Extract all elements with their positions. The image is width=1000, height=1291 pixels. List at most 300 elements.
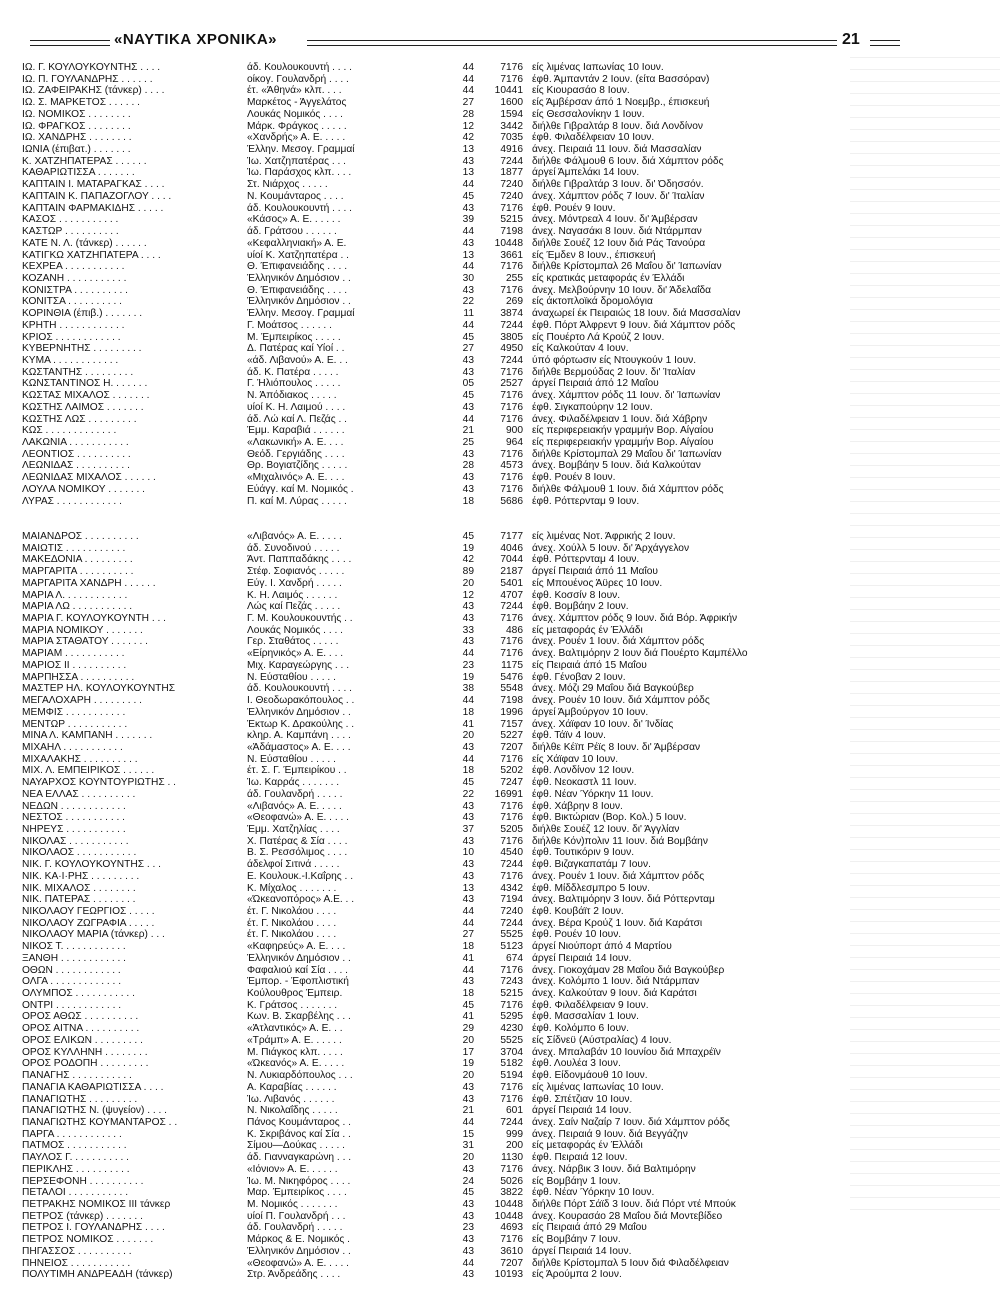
ship-owner: «Άδάμαστος» Α. Ε. . . . xyxy=(247,741,351,753)
ship-row xyxy=(22,1082,722,1094)
ship-owner: έτ. «Άθηνά» κλπ. . . . xyxy=(247,85,342,97)
ship-year: 45 xyxy=(462,999,474,1011)
ship-owner: άδ. Γιανναγκαρώνη . . . xyxy=(247,1152,352,1164)
ship-row xyxy=(22,1070,722,1082)
ship-row xyxy=(22,250,722,262)
ship-tonnage: 7176 xyxy=(500,800,523,812)
ship-owner: «Λιβανός» Α. Ε. . . . . xyxy=(247,531,342,542)
ship-year: 10 xyxy=(462,847,474,859)
ship-year: 22 xyxy=(462,296,474,308)
ship-row xyxy=(22,554,722,566)
ship-name: ΝΙΚ. ΜΙΧΑΛΟΣ . . . . . . . . xyxy=(22,882,136,894)
ship-owner: «Θεοφανώ» Α. Ε. . . . . xyxy=(247,812,349,824)
ship-year: 13 xyxy=(462,249,474,261)
ship-position: άνεχ. Βέρα Κρούζ 1 Ιουν. διά Καράτσι xyxy=(532,917,703,929)
ship-row xyxy=(22,1011,722,1023)
ship-row xyxy=(22,74,722,86)
ship-name: ΠΑΝΑΓΙΩΤΗΣ . . . . . . . . . xyxy=(22,1093,138,1105)
ship-year: 42 xyxy=(462,132,474,144)
ship-row xyxy=(22,238,722,250)
ship-tonnage: 255 xyxy=(506,272,523,284)
ship-list-section-m-p xyxy=(22,531,748,1281)
ship-position: άνεχ. Βαλτιμόρην 3 Ιουν. διά Ρόττερνταμ xyxy=(532,894,715,906)
ship-year: 44 xyxy=(462,964,474,976)
ship-year: 43 xyxy=(462,1245,474,1257)
ship-row xyxy=(22,590,722,602)
ship-tonnage: 7176 xyxy=(500,261,523,273)
ship-year: 44 xyxy=(462,319,474,331)
ship-position: έφθ. Σιγκαπούρην 12 Ιουν. xyxy=(532,401,653,413)
ship-year: 20 xyxy=(462,730,474,742)
ship-owner: Έλλην. Μεσογ. Γραμμαί xyxy=(247,144,355,156)
ship-year: 27 xyxy=(462,97,474,109)
ship-row xyxy=(22,343,722,355)
ship-year: 44 xyxy=(462,906,474,917)
ship-position: άργεί Νιούπορτ άπό 4 Μαρτίου xyxy=(532,941,672,953)
ship-owner: Ν. Κουμάνταρος . . . . xyxy=(247,190,344,202)
ship-tonnage: 5215 xyxy=(500,988,523,1000)
ship-row xyxy=(22,1176,722,1188)
ship-row xyxy=(22,496,722,508)
ship-position: είς Πουέρτο Λά Κρούζ 2 Ιουν. xyxy=(532,331,665,343)
ship-year: 18 xyxy=(462,765,474,777)
ship-row xyxy=(22,613,738,625)
ship-owner: έτ. Γ. Νικολάου . . . . xyxy=(247,906,337,917)
ship-owner: Γ. Μοάτσος . . . . . . xyxy=(247,319,332,331)
ship-owner: Έμπορ. - Έφοπλιστική xyxy=(247,976,349,988)
ship-year: 43 xyxy=(462,812,474,824)
ship-tonnage: 7176 xyxy=(500,401,523,413)
ship-tonnage: 900 xyxy=(506,425,523,437)
ship-name: ΜΕΜΦΙΣ . . . . . . . . . . . xyxy=(22,706,126,718)
ship-row xyxy=(22,319,736,332)
ship-owner: άδ. Κουλουκουντή . . . . xyxy=(247,202,352,214)
ship-position: είς Άμβέρσαν άπό 1 Νοεμβρ., έπισκευή xyxy=(532,97,710,109)
ship-name: ΠΕΤΡΟΣ ΝΟΜΙΚΟΣ . . . . . . . xyxy=(22,1234,154,1246)
ship-year: 43 xyxy=(462,202,474,214)
ship-row xyxy=(22,484,722,496)
ship-name: ΚΑΠΤΑΙΝ Κ. ΠΑΠΑΖΟΓΛΟΥ . . . . xyxy=(22,190,172,202)
ship-row xyxy=(22,367,722,379)
ship-position: είς Σίδνεϋ (Αύστραλίας) 4 Ιουν. xyxy=(532,1034,672,1046)
ship-owner: Στ. Νιάρχος . . . . . xyxy=(247,179,328,191)
ship-position: είς Θεσσαλονίκην 1 Ιουν. xyxy=(532,108,645,120)
ship-row xyxy=(22,1035,722,1047)
ship-owner: άδ. Γουλανδρή . . . . . xyxy=(247,788,343,800)
ship-row xyxy=(22,648,748,660)
ship-name: ΚΡΗΤΗ . . . . . . . . . . . . xyxy=(22,319,125,331)
ship-position: άνεχ. Μόντρεαλ 4 Ιουν. δι' Άμβέρσαν xyxy=(532,214,698,226)
ship-name: ΜΕΝΤΩΡ . . . . . . . . . . . xyxy=(22,718,128,730)
ship-name: ΜΑΡΠΗΣΣΑ . . . . . . . . . . xyxy=(22,671,135,683)
ship-owner: οίκογ. Γουλανδρή . . . . xyxy=(247,73,349,85)
ship-year: 44 xyxy=(462,73,474,85)
ship-tonnage: 269 xyxy=(506,296,523,308)
ship-owner: «Άτλαντικός» Α. Ε. . . xyxy=(247,1023,343,1035)
ship-year: 24 xyxy=(462,1175,474,1187)
ship-tonnage: 5548 xyxy=(500,683,523,695)
ship-name: ΜΑΣΤΕΡ ΗΛ. ΚΟΥΛΟΥΚΟΥΝΤΗΣ xyxy=(22,683,176,695)
ship-position: έφθ. Ρουέν 8 Ιουν. xyxy=(532,472,616,484)
ship-owner: Δ. Πατέρας καί Υίοί . . xyxy=(247,343,345,355)
ship-year: 27 xyxy=(462,929,474,941)
ship-year: 43 xyxy=(462,894,474,906)
ship-row xyxy=(22,531,722,543)
ship-name: ΜΑΚΕΔΟΝΙΑ . . . . . . . . . xyxy=(22,554,133,566)
ship-row xyxy=(22,801,722,813)
ship-row xyxy=(22,332,722,344)
ship-owner: Ίω. Λιβανός . . . . . . xyxy=(247,1093,335,1105)
ship-year: 28 xyxy=(462,460,474,472)
ship-name: ΟΡΟΣ ΑΘΩΣ . . . . . . . . . . xyxy=(22,1011,139,1023)
ship-owner: Σίμου—Δούκας . . . . . xyxy=(247,1140,345,1152)
ship-tonnage: 7207 xyxy=(500,741,523,753)
ship-position: διήλθε Φάλμουθ 6 Ιουν. διά Χάμπτον ρόδς xyxy=(532,155,724,167)
ship-year: 43 xyxy=(462,800,474,812)
ship-name: ΙΩ. Σ. ΜΑΡΚΕΤΟΣ . . . . . . xyxy=(22,97,140,109)
ship-owner: Μαρκέτος - Άγγελάτος xyxy=(247,97,347,109)
ship-row xyxy=(22,62,722,74)
ship-row xyxy=(22,296,722,308)
ship-position: άνεχ. Ρουέν 10 Ιουν. διά Χάμπτον ρόδς xyxy=(532,695,710,707)
ship-owner: άδ. Κουλουκουντή . . . . xyxy=(247,62,352,73)
ship-name: ΙΩ. Π. ΓΟΥΛΑΝΔΡΗΣ . . . . . . xyxy=(22,73,153,85)
ship-name: ΜΑΡΙΑΜ . . . . . . . . . . . xyxy=(22,648,125,660)
ship-position: διήλθε Φάλμουθ 1 Ιουν. διά Χάμπτον ρόδς xyxy=(532,483,724,495)
ship-owner: Έλληνικόν Δημόσιον . . xyxy=(247,272,351,284)
ship-row xyxy=(22,566,722,578)
ship-name: ΜΑΡΙΑ ΣΤΑΘΑΤΟΥ . . . . . . . xyxy=(22,636,148,648)
ship-year: 43 xyxy=(462,472,474,484)
ship-year: 43 xyxy=(462,1210,474,1222)
ship-position: έφθ. Τουτικόριν 9 Ιουν. xyxy=(532,847,635,859)
ship-tonnage: 7177 xyxy=(500,531,523,542)
ship-tonnage: 7176 xyxy=(500,753,523,765)
ship-year: 21 xyxy=(462,425,474,437)
ship-name: ΟΘΩΝ . . . . . . . . . . . . xyxy=(22,964,121,976)
ship-year: 17 xyxy=(462,1046,474,1058)
ship-owner: Ίω. Καρράς . . . . . . . xyxy=(247,777,340,789)
ship-year: 43 xyxy=(462,448,474,460)
ship-row xyxy=(22,449,722,461)
ship-tonnage: 4916 xyxy=(500,144,523,156)
ship-name: ΝΕΣΤΟΣ . . . . . . . . . . . xyxy=(22,812,125,824)
ship-owner: Ε. Κουλουκ.-Ι.Καΐρης . . xyxy=(247,870,354,882)
ship-tonnage: 1175 xyxy=(501,659,523,671)
ship-position: έφθ. Βιζαγκαπατάμ 7 Ιουν. xyxy=(532,859,651,871)
ship-position: έφθ. Βομβάην 2 Ιουν. xyxy=(532,601,629,613)
ship-name: ΚΑΤΕ Ν. Λ. (τάνκερ) . . . . . . xyxy=(22,237,147,249)
ship-position: έφθ. Πειραιά 12 Ιουν. xyxy=(532,1152,628,1164)
ship-name: ΠΑΝΑΓΙΩΤΗΣ Ν. (ψυγείον) . . . . xyxy=(22,1105,168,1117)
ship-position: άνεχ. Κολόμπο 1 Ιουν. διά Ντάρμπαν xyxy=(532,976,700,988)
ship-row xyxy=(22,765,722,777)
ship-year: 43 xyxy=(462,859,474,871)
ship-tonnage: 10448 xyxy=(494,1198,523,1210)
ship-year: 43 xyxy=(462,1198,474,1210)
ship-owner: Ίω. Μ. Νικηφόρος . . . . xyxy=(247,1175,351,1187)
ship-tonnage: 3661 xyxy=(500,249,523,261)
ship-owner: άδ. Γράτσου . . . . . . xyxy=(247,226,337,238)
ship-row xyxy=(22,1116,730,1129)
ship-owner: Μ. Έμπειρίκος . . . . . xyxy=(247,331,341,343)
ship-name: ΚΟΡΙΝΘΙΑ (έπιβ.) . . . . . . . xyxy=(22,308,143,320)
ship-name: Κ. ΧΑΤΖΗΠΑΤΕΡΑΣ . . . . . . xyxy=(22,155,147,167)
header-rule-tail xyxy=(870,40,900,46)
ship-owner: «Χανδρής» Α. Ε. . . . . xyxy=(247,132,346,144)
ship-owner: άδ. Κ. Πατέρα . . . . . xyxy=(247,366,339,378)
ship-name: ΜΕΓΑΛΟΧΑΡΗ . . . . . . . . . xyxy=(22,695,142,707)
ship-position: είς λιμένας Ιαπωνίας 10 Ιουν. xyxy=(532,62,664,73)
ship-name: ΜΑΡΓΑΡΙΤΑ ΧΑΝΔΡΗ . . . . . . xyxy=(22,577,156,589)
ship-position: έφθ. Λουλέα 3 Ιουν. xyxy=(532,1058,621,1070)
ship-position: έφθ. Κοσσίν 8 Ιουν. xyxy=(532,589,621,601)
ship-tonnage: 7176 xyxy=(500,964,523,976)
ship-year: 45 xyxy=(462,777,474,789)
ship-year: 20 xyxy=(462,1152,474,1164)
ship-year: 20 xyxy=(462,577,474,589)
ship-year: 43 xyxy=(462,601,474,613)
ship-row xyxy=(22,355,722,367)
ship-row xyxy=(22,1234,722,1246)
ship-year: 13 xyxy=(462,144,474,156)
ship-owner: άδ. Κουλουκουντή . . . . xyxy=(247,683,352,695)
ship-tonnage: 5525 xyxy=(500,1034,523,1046)
ship-row xyxy=(22,179,722,191)
ship-position: άνεχ. Χάμπτον ρόδς 9 Ιουν. διά Βόρ. Άφρικήν xyxy=(532,613,738,625)
ship-position: άνεχ. Μπαλαβάν 10 Ιουνίου διά Μπαχρέϊν xyxy=(532,1046,721,1058)
ship-owner: Πάνος Κουμάνταρος . . xyxy=(247,1116,351,1128)
ship-year: 12 xyxy=(462,589,474,601)
ship-owner: Β. Σ. Ρεσσόλιμος . . . . xyxy=(247,847,348,859)
page-header xyxy=(30,30,890,54)
ship-tonnage: 16991 xyxy=(494,788,523,800)
ship-owner: Κων. Β. Σκαρβέλης . . . xyxy=(247,1011,351,1023)
ship-position: έφθ. Γένοβαν 2 Ιουν. xyxy=(532,671,626,683)
ship-position: είς Άρούμπα 2 Ιουν. xyxy=(532,1269,622,1281)
ship-year: 39 xyxy=(462,214,474,226)
ship-name: ΝΙΚΟΛΑΟΥ ΜΑΡΙΑ (τάνκερ) . . . xyxy=(22,929,165,941)
ship-position: άνεχ. Μόζι 29 Μαΐου διά Βαγκούβερ xyxy=(532,683,694,695)
ship-position: άργεί Πειραιά 14 Ιουν. xyxy=(532,1105,632,1117)
ship-name: ΝΙΚΟΣ Τ. . . . . . . . . . . . xyxy=(22,941,126,953)
ship-year: 27 xyxy=(462,343,474,355)
ship-year: 38 xyxy=(462,683,474,695)
ship-name: ΝΕΑ ΕΛΛΑΣ . . . . . . . . . . xyxy=(22,788,136,800)
ship-owner: Εύγ. Ι. Χανδρή . . . . . xyxy=(247,577,342,589)
ship-owner: Λουκάς Νομικός . . . . xyxy=(247,108,343,120)
ship-tonnage: 3822 xyxy=(500,1187,523,1199)
ship-year: 43 xyxy=(462,284,474,296)
ship-position: έφθ. Είδονμάουθ 10 Ιουν. xyxy=(532,1070,648,1082)
ship-tonnage: 5194 xyxy=(500,1070,523,1082)
ship-tonnage: 7176 xyxy=(500,1093,523,1105)
ship-row xyxy=(22,437,722,449)
ship-tonnage: 7176 xyxy=(500,835,523,847)
header-rule-right xyxy=(307,40,837,46)
ship-owner: Έλληνικόν Δημόσιον . . xyxy=(247,706,351,718)
ship-name: ΜΑΡΙΟΣ ΙΙ . . . . . . . . . . xyxy=(22,659,127,671)
ship-position: διήλθε Κρίστομπαλ 29 Μαΐου δι' Ίαπωνίαν xyxy=(532,448,722,460)
ship-position: άργεί Πειραιά 14 Ιουν. xyxy=(532,952,632,964)
ship-year: 13 xyxy=(462,882,474,894)
ship-tonnage: 7176 xyxy=(500,636,523,648)
ship-position: είς άκτοπλοϊκά δρομολόγια xyxy=(532,296,653,308)
ship-position: είς Πειραιά άπό 29 Μαΐου xyxy=(532,1222,647,1234)
ship-tonnage: 4540 xyxy=(500,847,523,859)
ship-tonnage: 4230 xyxy=(500,1023,523,1035)
ship-year: 30 xyxy=(462,272,474,284)
ship-row xyxy=(22,777,722,789)
ship-owner: Έλληνικόν Δημόσιον . . xyxy=(247,952,351,964)
ship-row xyxy=(22,847,722,859)
ship-tonnage: 5026 xyxy=(500,1175,523,1187)
ship-owner: «Λακωνική» Α. Ε. . . . xyxy=(247,437,344,448)
ship-name: ΠΟΛΥΤΙΜΗ ΑΝΔΡΕΑΔΗ (τάνκερ) xyxy=(22,1269,173,1281)
ship-year: 15 xyxy=(462,1128,474,1140)
ship-tonnage: 7244 xyxy=(500,917,523,929)
ship-position: διήλθε Κρίστομπαλ 26 Μαΐου δι' Ίαπωνίαν xyxy=(532,261,722,273)
ship-year: 44 xyxy=(462,1257,474,1269)
ship-tonnage: 7198 xyxy=(500,226,523,238)
ship-position: άνεχ. Χάμπτον ρόδς 7 Ιουν. δι' Ίταλίαν xyxy=(532,190,705,202)
ship-owner: Ίω. Χατζηπατέρας . . . xyxy=(247,155,346,167)
ship-position: άνεχ. Μελβούρνην 10 Ιουν. δι' Άδελαΐδα xyxy=(532,284,712,296)
ship-owner: Εύάγγ. καί Μ. Νομικός . xyxy=(247,483,354,495)
ship-owner: κληρ. Α. Καμπάνη . . . . xyxy=(247,730,351,742)
ship-name: ΙΩ. ΧΑΝΔΡΗΣ . . . . . . . . xyxy=(22,132,132,144)
ship-position: διήλθε Κρίστομπαλ 5 Ιουν διά Φιλαδέλφειαν xyxy=(532,1257,729,1269)
ship-owner: Μ. Πιάγκος κλπ. . . . . xyxy=(247,1046,343,1058)
ship-owner: υίοί Κ. Χατζηπατέρα . . xyxy=(247,249,349,261)
ship-position: άργεί Πειραιά άπό 12 Μαΐου xyxy=(532,378,659,390)
ship-position: διήλθε Κέϊπ Ρέϊς 8 Ιουν. δι' Άμβέρσαν xyxy=(532,741,701,753)
ship-year: 22 xyxy=(462,788,474,800)
ship-year: 29 xyxy=(462,1023,474,1035)
ship-owner: Ι. Θεοδωρακόπουλος . . xyxy=(247,695,355,707)
ship-tonnage: 4693 xyxy=(500,1222,523,1234)
ship-tonnage: 4573 xyxy=(500,460,523,472)
ship-name: ΞΑΝΘΗ . . . . . . . . . . . . xyxy=(22,952,126,964)
ship-tonnage: 7176 xyxy=(500,648,523,660)
ship-owner: Έκτωρ Κ. Δρακούλης . . xyxy=(247,718,355,730)
ship-year: 43 xyxy=(462,401,474,413)
ship-row xyxy=(22,754,722,766)
ship-row xyxy=(22,742,722,754)
ship-row xyxy=(22,1269,722,1281)
ship-position: έφθ. Ρόττερνταμ 4 Ιουν. xyxy=(532,554,640,566)
ship-name: ΜΑΡΙΑ Γ. ΚΟΥΛΟΥΚΟΥΝΤΗ . . . xyxy=(22,613,167,625)
ship-row xyxy=(22,273,722,285)
ship-year: 44 xyxy=(462,413,474,425)
ship-position: έφθ. Τάϊν 4 Ιουν. xyxy=(532,730,606,742)
ship-position: είς περιφερειακήν γραμμήν Βορ. Αίγαίου xyxy=(532,437,714,448)
ship-position: διήλθε Γιβραλτάρ 3 Ιουν. δι' Όδησσόν. xyxy=(532,179,704,191)
ship-position: άργεί Άμπελάκι 14 Ιουν. xyxy=(532,167,640,179)
ship-row xyxy=(22,109,722,121)
ship-row xyxy=(22,929,722,941)
ship-row xyxy=(22,988,722,1000)
ship-tonnage: 3805 xyxy=(500,331,523,343)
ship-year: 19 xyxy=(462,542,474,554)
ship-year: 21 xyxy=(462,1105,474,1117)
ship-owner: έτ. Γ. Νικολάου . . . . xyxy=(247,929,337,941)
ship-year: 13 xyxy=(462,167,474,179)
ship-name: ΠΕΤΡΟΣ Ι. ΓΟΥΛΑΝΔΡΗΣ . . . . xyxy=(22,1222,165,1234)
ship-name: ΚΥΒΕΡΝΗΤΗΣ . . . . . . . . . xyxy=(22,343,142,355)
ship-row xyxy=(22,883,722,895)
ship-row xyxy=(22,132,722,144)
ship-name: ΚΑΠΤΑΙΝ Ι. ΜΑΤΑΡΑΓΚΑΣ . . . . xyxy=(22,179,165,191)
ship-year: 20 xyxy=(462,1034,474,1046)
ship-owner: έτ. Γ. Νικολάου . . . . xyxy=(247,917,337,929)
ship-tonnage: 5202 xyxy=(500,765,523,777)
ship-position: άνεχ. Φιλαδέλφειαν 1 Ιουν. διά Χάβρην xyxy=(532,413,708,425)
ship-year: 43 xyxy=(462,636,474,648)
ship-name: ΚΩΣΤΗΣ ΛΑΙΜΟΣ . . . . . . . xyxy=(22,401,144,413)
ship-row xyxy=(22,1222,722,1234)
ship-position: έφθ. Κολόμπο 6 Ιουν. xyxy=(532,1023,629,1035)
ship-year: 12 xyxy=(462,120,474,132)
ship-year: 44 xyxy=(462,917,474,929)
ship-position: είς Έμδεν 8 Ιουν., έπισκευή xyxy=(532,249,656,261)
ship-name: ΠΗΝΕΙΟΣ . . . . . . . . . . . xyxy=(22,1257,131,1269)
ship-row xyxy=(22,695,722,707)
ship-name: ΜΑΡΙΑ Λ. . . . . . . . . . . . xyxy=(22,589,128,601)
ship-name: ΜΑΡΓΑΡΙΤΑ . . . . . . . . . . xyxy=(22,566,134,578)
ship-owner: Θεόδ. Γεργιάδης . . . . xyxy=(247,448,345,460)
ship-owner: Κ. Σκριβάνος καί Σία . . xyxy=(247,1128,351,1140)
ship-position: έφθ. Ρόττερνταμ 9 Ιουν. xyxy=(532,495,640,507)
ship-row xyxy=(22,824,722,836)
ship-name: ΠΕΤΑΛΟΙ . . . . . . . . . . . xyxy=(22,1187,129,1199)
ship-owner: Μάρκος & Ε. Νομικός . xyxy=(247,1234,350,1246)
ship-position: έφθ. Μασσαλίαν 1 Ιουν. xyxy=(532,1011,639,1023)
ship-owner: έτ. Σ. Γ. Έμπειρίκου . . xyxy=(247,765,347,777)
ship-row xyxy=(22,976,722,988)
ship-row xyxy=(22,1047,722,1059)
ship-name: ΚΩΣΤΑΣ ΜΙΧΑΛΟΣ . . . . . . . xyxy=(22,390,150,402)
ship-name: ΛΕΩΝΙΔΑΣ ΜΙΧΑΛΟΣ . . . . . . xyxy=(22,472,156,484)
ship-name: ΟΝΤΡΙ . . . . . . . . . . . . xyxy=(22,999,122,1011)
ship-tonnage: 7176 xyxy=(500,284,523,296)
ship-tonnage: 5182 xyxy=(500,1058,523,1070)
ship-name: ΠΗΓΑΣΣΟΣ . . . . . . . . . . xyxy=(22,1245,132,1257)
ship-row xyxy=(22,378,722,390)
ship-row xyxy=(22,1129,722,1141)
ship-row xyxy=(22,636,722,648)
ship-name: ΜΙΝΑ Λ. ΚΑΜΠΑΝΗ . . . . . . . xyxy=(22,730,153,742)
ship-tonnage: 7247 xyxy=(500,777,523,789)
ship-name: ΚΩΝΣΤΑΝΤΙΝΟΣ Η. . . . . . . xyxy=(22,378,148,390)
ship-year: 43 xyxy=(462,1234,474,1246)
ship-owner: Ίω. Παράσχος κλπ. . . . xyxy=(247,167,352,179)
ship-year: 19 xyxy=(462,1058,474,1070)
ship-tonnage: 3442 xyxy=(500,120,523,132)
ship-tonnage: 7244 xyxy=(500,601,523,613)
ship-name: ΝΗΡΕΥΣ . . . . . . . . . . . xyxy=(22,823,126,835)
ship-row xyxy=(22,578,722,590)
ship-tonnage: 601 xyxy=(506,1105,523,1117)
ship-row xyxy=(22,1105,722,1117)
ship-position: άργεί Πειραιά 14 Ιουν. xyxy=(532,1245,632,1257)
ship-name: ΜΙΧΑΗΛ . . . . . . . . . . . xyxy=(22,741,123,753)
ship-row xyxy=(22,1257,729,1270)
ship-tonnage: 4707 xyxy=(500,589,523,601)
ship-name: ΟΡΟΣ ΕΛΙΚΩΝ . . . . . . . . . xyxy=(22,1034,143,1046)
ship-year: 45 xyxy=(462,1187,474,1199)
ship-year: 20 xyxy=(462,1070,474,1082)
